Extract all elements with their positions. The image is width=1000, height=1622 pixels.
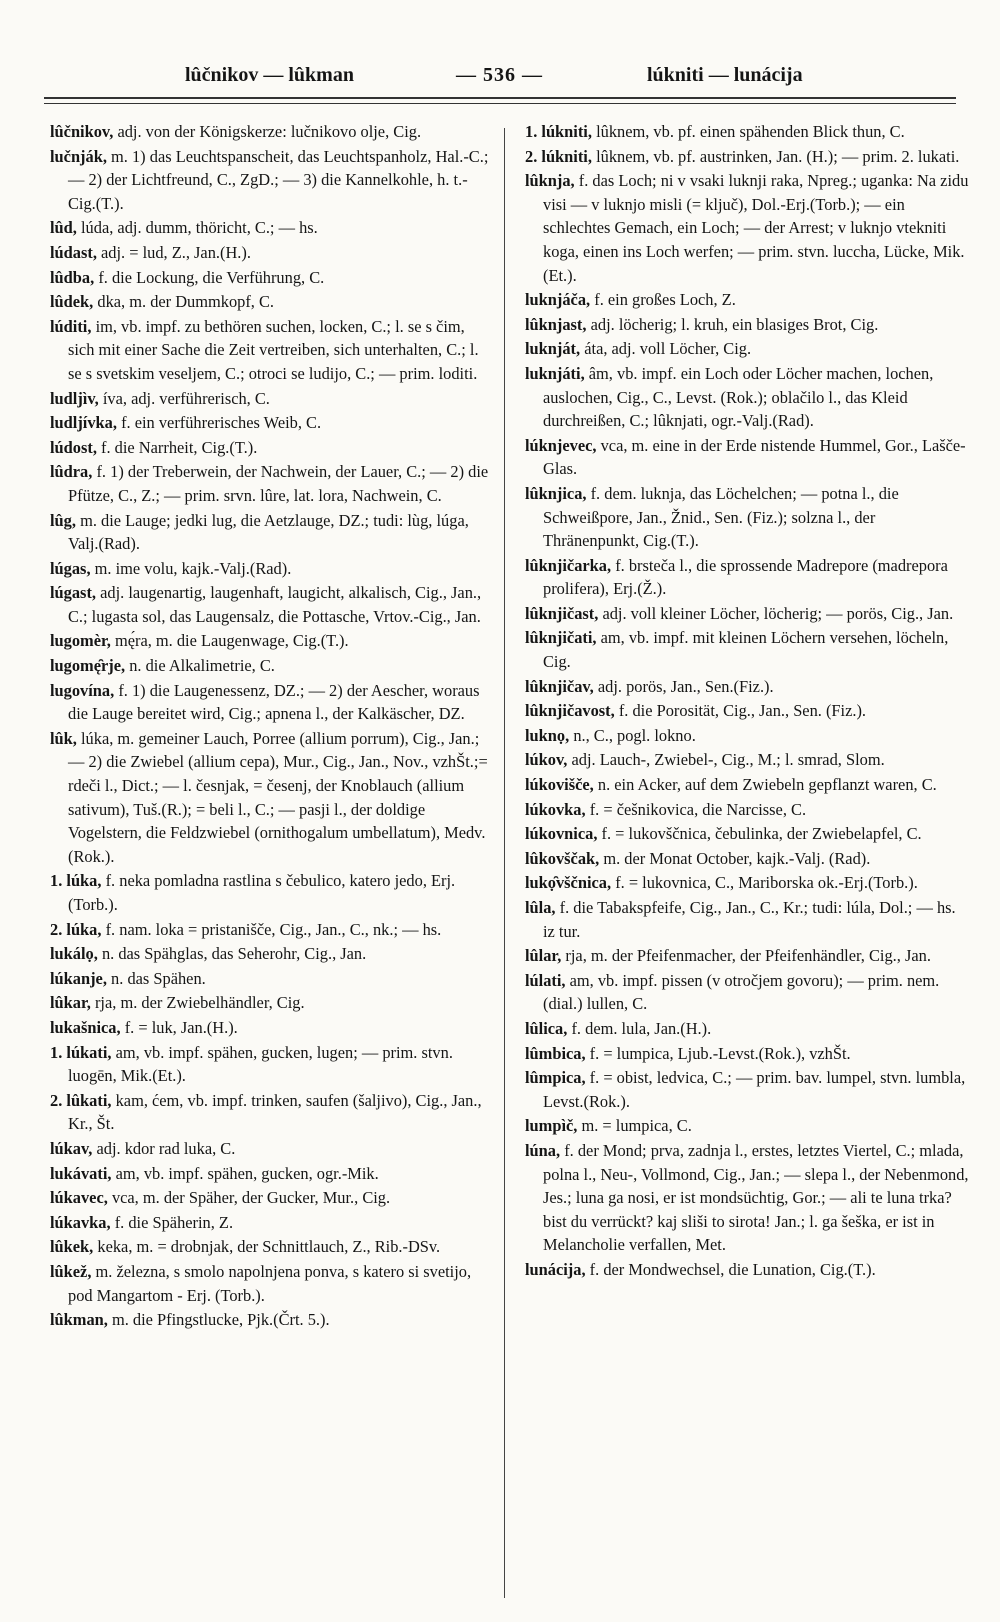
dictionary-entry (525, 434, 970, 481)
entry-definition: lûknem, vb. pf. einen spähenden Blick thun, C. (596, 122, 905, 141)
entry-definition: n., C., pogl. lokno. (573, 725, 696, 745)
dictionary-entry (525, 362, 970, 433)
entry-headword: lûknjičarka, (525, 555, 612, 575)
dictionary-entry (50, 581, 495, 628)
entry-headword: lúkov, (525, 750, 568, 770)
entry-definition: m. der Monat October, kajk.-Valj. (Rad). (603, 848, 871, 868)
entry-definition: adj. porös, Jan., Sen.(Fiz.). (597, 676, 774, 696)
left-column (50, 120, 495, 1610)
entry-headword: lúkavec, (50, 1188, 108, 1208)
dictionary-entry (525, 1114, 970, 1138)
dictionary-entry (525, 288, 970, 312)
entry-headword: lukálọ, (50, 944, 98, 964)
running-head-left: lûčnikov — lûkman (185, 64, 354, 86)
entry-headword: lûd, (50, 218, 77, 238)
entry-definition: f. 1) die Laugenessenz, DZ.; — 2) der Aescher, woraus die Lauge bereitet wird, Cig.; apnena l., der Kalkäscher, DZ. (68, 680, 480, 724)
entry-definition: im, vb. impf. zu bethören suchen, locken, C.; l. se s čim, sich mit einer Sache die Zeit vertreiben, sich unterhalten, C.; l. se s svetskim veseljem, C.; otroci se ludijo, C.; — prim. loditi. (68, 316, 479, 383)
entry-definition: lûknem, vb. pf. austrinken, Jan. (H.); — prim. 2. lukati. (596, 146, 960, 166)
entry-headword: lûknja, (525, 171, 575, 191)
column-divider (504, 128, 505, 1598)
entry-definition: f. dem. lula, Jan.(H.). (571, 1018, 712, 1038)
entry-definition: f. die Späherin, Z. (114, 1212, 234, 1232)
entry-headword: lúdast, (50, 242, 97, 262)
entry-headword: lúkanje, (50, 968, 107, 988)
entry-headword: lugomèr, (50, 631, 111, 651)
page-number: — 536 — (456, 64, 543, 86)
dictionary-entry (50, 1235, 495, 1259)
entry-definition: am, vb. impf. mit kleinen Löchern versehen, löcheln, Cig. (543, 628, 949, 672)
dictionary-entry (50, 869, 495, 916)
dictionary-entry (50, 942, 495, 966)
entry-definition: kam, ćem, vb. impf. trinken, saufen (šaljivo), Cig., Jan., Kr., Št. (68, 1090, 482, 1134)
entry-headword: lûg, (50, 510, 76, 530)
entry-definition: m. = lumpica, C. (581, 1116, 692, 1136)
dictionary-entry (525, 847, 970, 871)
entry-definition: m. die Pfingstlucke, Pjk.(Črt. 5.). (111, 1310, 330, 1330)
entry-definition: am, vb. impf. spähen, gucken, ogr.-Mik. (115, 1163, 379, 1183)
header-rule-thin (44, 103, 956, 104)
dictionary-entry (50, 241, 495, 265)
dictionary-entry (50, 1089, 495, 1136)
entry-definition: m. 1) das Leuchtspanscheit, das Leuchtspanholz, Hal.-C.; — 2) der Lichtfreund, C., ZgD.; — 3) die Kannelkohle, h. t.-Cig.(T.). (68, 146, 489, 213)
header-rule (44, 97, 956, 99)
entry-headword: 1. lúkati, (50, 1042, 112, 1062)
dictionary-entry (50, 460, 495, 507)
entry-definition: f. die Porosität, Cig., Jan., Sen. (Fiz.). (618, 701, 867, 721)
dictionary-entry (50, 216, 495, 240)
dictionary-entry (525, 626, 970, 673)
entry-headword: lûknjičavost, (525, 701, 615, 721)
dictionary-entry (525, 1139, 970, 1257)
entry-headword: lûkman, (50, 1310, 108, 1330)
entry-definition: am, vb. impf. pissen (v otročjem govoru); — prim. nem. (dial.) lullen, C. (543, 970, 940, 1014)
entry-definition: f. nam. loka = pristanišče, Cig., Jan., C., nk.; — hs. (105, 919, 442, 939)
dictionary-entry (525, 602, 970, 626)
dictionary-entry (50, 509, 495, 556)
dictionary-entry (50, 387, 495, 411)
dictionary-entry (525, 313, 970, 337)
entry-headword: lúditi, (50, 316, 92, 336)
entry-headword: lûknjičast, (525, 603, 599, 623)
entry-headword: lukávati, (50, 1163, 112, 1183)
dictionary-entry (525, 773, 970, 797)
entry-definition: m. ime volu, kajk.-Valj.(Rad). (94, 558, 292, 578)
dictionary-entry (50, 557, 495, 581)
entry-definition: vca, m. eine in der Erde nistende Hummel, Gor., Lašče-Glas. (543, 435, 966, 479)
entry-definition: f. der Mondwechsel, die Lunation, Cig.(T.). (589, 1259, 876, 1279)
entry-definition: rja, m. der Pfeifenmacher, der Pfeifenhändler, Cig., Jan. (565, 946, 931, 966)
dictionary-entry (50, 991, 495, 1015)
dictionary-entry (50, 918, 495, 942)
entry-definition: f. ein großes Loch, Z. (594, 290, 736, 310)
entry-headword: lûknjičati, (525, 628, 597, 648)
entry-headword: 1. lúka, (50, 871, 102, 891)
entry-definition: f. neka pomladna rastlina s čebulico, katero jedo, Erj.(Torb.). (68, 871, 456, 914)
dictionary-entry (525, 944, 970, 968)
entry-definition: f. die Lockung, die Verführung, C. (98, 267, 325, 287)
entry-definition: adj. laugenartig, laugenhaft, laugicht, alkalisch, Cig., Jan., C.; lugasta sol, das Laugensalz, die Pottasche, Vrtov.-Cig., Jan. (68, 583, 482, 626)
dictionary-entry (50, 145, 495, 216)
dictionary-entry (50, 1162, 495, 1186)
entry-definition: f. das Loch; ni v vsaki luknji raka, Npreg.; uganka: Na zidu visi — v luknjo misli (= ključ), Dol.-Erj.(Torb.); — ein schlechtes Gemach, ein Loch; — der Arrest; v luknjo vtekniti koga, einen ins Loch werfen; — prim. stvn. luccha, Lücke, Mik.(Et.). (543, 171, 969, 285)
entry-definition: m. die Lauge; jedki lug, die Aetzlauge, DZ.; tudi: lùg, lúga, Valj.(Rad). (68, 510, 469, 554)
dictionary-entry (50, 436, 495, 460)
dictionary-entry (525, 482, 970, 553)
entry-headword: lúgas, (50, 558, 91, 578)
entry-definition: f. brsteča l., die sprossende Madrepore (madrepora prolifera), Erj.(Ž.). (543, 555, 948, 599)
dictionary-entry (50, 1041, 495, 1088)
entry-definition: f. = lukovščnica, čebulinka, der Zwiebelapfel, C. (601, 824, 922, 844)
dictionary-entry (50, 1137, 495, 1161)
entry-definition: adj. Lauch-, Zwiebel-, Cig., M.; l. smrad, Slom. (571, 750, 885, 770)
dictionary-entry (50, 315, 495, 386)
running-head-right: lúkniti — lunácija (647, 64, 803, 86)
entry-definition: am, vb. impf. spähen, gucken, lugen; — prim. stvn. luogēn, Mik.(Et.). (68, 1042, 453, 1086)
dictionary-entry (50, 1260, 495, 1307)
entry-headword: lúna, (525, 1140, 561, 1160)
dictionary-entry (50, 629, 495, 653)
entry-definition: f. der Mond; prva, zadnja l., erstes, letztes Viertel, C.; mlada, polna l., Neu-, Vollmond, Cig., Jan.; — slepa l., der Nebenmond, Jes.; luna ga nosi, er ist mondsüchtig, Gor.; — ali te luna trka? bist du verrückt? kaj sliši to sirota! Jan.; l. ga šeška, er ist in Melancholie verfallen, Met. (543, 1140, 969, 1255)
entry-headword: lûčnikov, (50, 122, 114, 141)
dictionary-entry (525, 1066, 970, 1113)
dictionary-entry (525, 120, 970, 144)
entry-headword: lunácija, (525, 1259, 586, 1279)
entry-headword: ludljìv, (50, 388, 99, 408)
entry-definition: lúda, adj. dumm, thöricht, C.; — hs. (81, 218, 318, 238)
entry-headword: lúlati, (525, 970, 566, 990)
entry-headword: luknját, (525, 339, 581, 359)
dictionary-entry (50, 727, 495, 869)
entry-definition: f. 1) der Treberwein, der Nachwein, der Lauer, C.; — 2) die Pfütze, C., Z.; — prim. srvn. lûre, lat. lora, Nachwein, C. (68, 462, 489, 505)
entry-definition: vca, m. der Späher, der Gucker, Mur., Cig. (111, 1188, 391, 1208)
entry-definition: n. das Spähen. (111, 968, 206, 988)
entry-headword: lûkež, (50, 1261, 92, 1281)
entry-headword: lúgast, (50, 583, 96, 603)
dictionary-entry (525, 337, 970, 361)
entry-headword: 1. lúkniti, (525, 122, 592, 141)
dictionary-entry (50, 411, 495, 435)
entry-definition: keka, m. = drobnjak, der Schnittlauch, Z., Rib.-DSv. (97, 1237, 441, 1257)
dictionary-entry (50, 654, 495, 678)
entry-headword: lûknjast, (525, 314, 587, 334)
entry-headword: lúkav, (50, 1138, 93, 1158)
entry-headword: lúkovnica, (525, 824, 598, 844)
dictionary-entry (525, 1017, 970, 1041)
entry-headword: lûkek, (50, 1237, 94, 1257)
entry-definition: f. die Tabakspfeife, Cig., Jan., C., Kr.; tudi: lúla, Dol.; — hs. iz tur. (543, 898, 956, 941)
entry-headword: lûkovščak, (525, 848, 600, 868)
entry-definition: f. die Narrheit, Cig.(T.). (101, 437, 258, 457)
entry-definition: adj. kdor rad luka, C. (96, 1138, 236, 1158)
entry-definition: lúka, m. gemeiner Lauch, Porree (allium porrum), Cig., Jan.; — 2) die Zwiebel (allium cepa), Mur., Cig., Jan., Nov., vzhŠt.;= rdeči l., Dict.; — l. česnjak, = česenj, der Knoblauch (allium sativum), Tuš.(R.); = beli l., C.; — pasji l., der doldige Vogelstern, die Feldzwiebel (ornithogalum umbellatum), Medv.(Rok.). (68, 728, 488, 866)
entry-headword: lûknjica, (525, 483, 587, 503)
entry-headword: 2. lúkniti, (525, 146, 592, 166)
entry-headword: luknjáti, (525, 363, 585, 383)
entry-headword: lumpìč, (525, 1116, 578, 1136)
dictionary-entry (525, 1042, 970, 1066)
entry-definition: f. = lukovnica, C., Mariborska ok.-Erj.(Torb.). (615, 873, 918, 893)
entry-definition: m. železna, s smolo napolnjena ponva, s katero si svetijo, pod Mangartom - Erj. (Torb.). (68, 1261, 472, 1305)
entry-headword: lûdba, (50, 267, 95, 287)
dictionary-entry (525, 871, 970, 895)
dictionary-entry (525, 1258, 970, 1282)
entry-definition: adj. von der Königskerze: lučnikovo olje, Cig. (117, 122, 422, 141)
entry-definition: áta, adj. voll Löcher, Cig. (584, 339, 752, 359)
dictionary-entry (50, 1308, 495, 1332)
dictionary-entry (525, 699, 970, 723)
entry-headword: ludljívka, (50, 413, 117, 433)
entry-headword: lúkovka, (525, 799, 586, 819)
entry-definition: adj. = lud, Z., Jan.(H.). (101, 242, 251, 262)
dictionary-entry (525, 748, 970, 772)
entry-headword: lučnják, (50, 146, 107, 166)
entry-headword: lukọ̑vščnica, (525, 873, 612, 893)
dictionary-entry (525, 145, 970, 169)
entry-headword: luknjáča, (525, 290, 591, 310)
entry-headword: lûdek, (50, 292, 94, 312)
entry-definition: n. die Alkalimetrie, C. (129, 656, 275, 676)
entry-headword: lûlar, (525, 946, 562, 966)
entry-definition: f. = češnikovica, die Narcisse, C. (589, 799, 807, 819)
dictionary-entry (525, 169, 970, 287)
entry-definition: f. dem. luknja, das Löchelchen; — potna l., die Schweißpore, Jan., Žnid., Sen. (Fiz.); solzna l., der Thränenpunkt, Cig.(T.). (543, 483, 899, 551)
dictionary-entry (50, 1211, 495, 1235)
entry-headword: lûlica, (525, 1018, 568, 1038)
dictionary-entry (525, 798, 970, 822)
entry-definition: adj. voll kleiner Löcher, löcherig; — porös, Cig., Jan. (602, 603, 954, 623)
right-column (525, 120, 970, 1610)
entry-headword: luknọ, (525, 725, 570, 745)
entry-headword: lûknjičav, (525, 676, 594, 696)
entry-definition: íva, adj. verführerisch, C. (102, 388, 270, 408)
entry-headword: 2. lúka, (50, 919, 102, 939)
dictionary-entry (525, 724, 970, 748)
dictionary-entry (525, 969, 970, 1016)
entry-definition: f. = luk, Jan.(H.). (124, 1017, 238, 1037)
entry-headword: lugomę̑rje, (50, 656, 126, 676)
entry-headword: lúkavka, (50, 1212, 111, 1232)
dictionary-entry (525, 675, 970, 699)
entry-headword: lûmbica, (525, 1043, 586, 1063)
dictionary-entry (50, 1016, 495, 1040)
running-head (0, 58, 1000, 94)
entry-headword: lûla, (525, 898, 556, 917)
entry-definition: f. ein verführerisches Weib, C. (121, 413, 322, 433)
dictionary-entry (50, 120, 495, 144)
entry-definition: adj. löcherig; l. kruh, ein blasiges Brot, Cig. (590, 314, 879, 334)
dictionary-entry (50, 679, 495, 726)
entry-definition: f. = lumpica, Ljub.-Levst.(Rok.), vzhŠt. (589, 1043, 851, 1063)
entry-definition: n. das Spähglas, das Seherohr, Cig., Jan. (101, 944, 367, 964)
entry-headword: lúdost, (50, 437, 97, 457)
dictionary-entry (50, 290, 495, 314)
entry-headword: 2. lûkati, (50, 1090, 112, 1110)
entry-definition: âm, vb. impf. ein Loch oder Löcher machen, lochen, auslochen, Cig., C., Levst. (Rok.); oblačilo l., das Kleid durchreißen, C.; lûknjati, ogr.-Valj.(Rad). (543, 363, 934, 431)
entry-definition: n. ein Acker, auf dem Zwiebeln gepflanzt waren, C. (597, 775, 937, 795)
entry-headword: lûdra, (50, 462, 93, 482)
dictionary-entry (50, 967, 495, 991)
dictionary-entry (50, 266, 495, 290)
entry-headword: lúkovišče, (525, 775, 594, 795)
entry-headword: lûk, (50, 728, 77, 748)
entry-headword: lukašnica, (50, 1017, 121, 1037)
entry-headword: lûkar, (50, 993, 91, 1013)
entry-definition: mę́ra, m. die Laugenwage, Cig.(T.). (114, 631, 349, 651)
dictionary-entry (50, 1186, 495, 1210)
entry-definition: f. = obist, ledvica, C.; — prim. bav. lumpel, stvn. lumbla, Levst.(Rok.). (543, 1068, 966, 1111)
entry-headword: lúknjevec, (525, 435, 597, 455)
entry-definition: dka, m. der Dummkopf, C. (97, 292, 275, 312)
dictionary-entry (525, 554, 970, 601)
entry-headword: lugovína, (50, 680, 115, 700)
entry-headword: lûmpica, (525, 1068, 586, 1088)
entry-definition: rja, m. der Zwiebelhändler, Cig. (94, 993, 305, 1013)
dictionary-entry (525, 896, 970, 943)
dictionary-entry (525, 822, 970, 846)
